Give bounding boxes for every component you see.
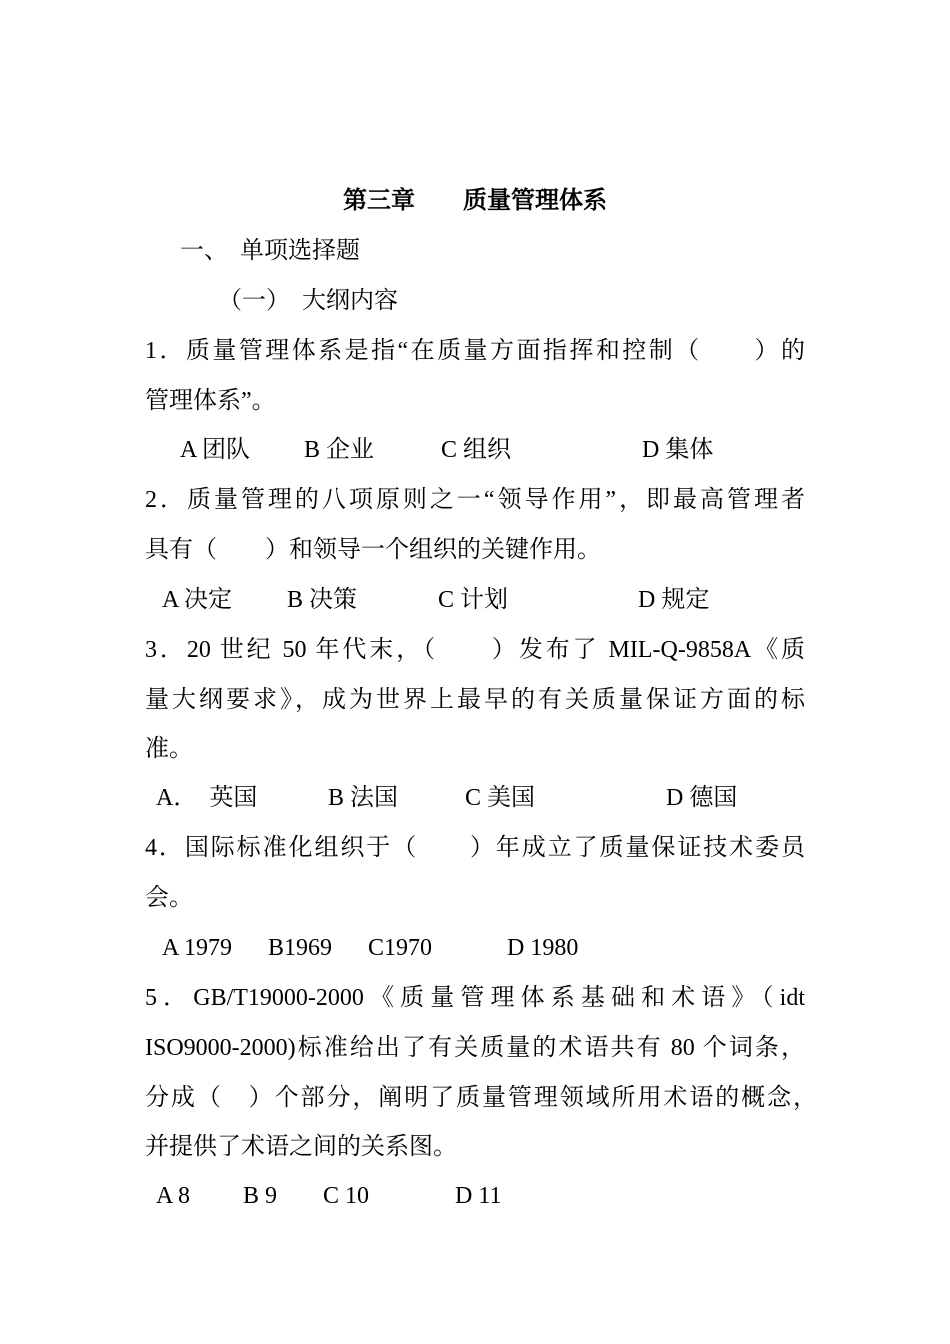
question-2-option-d: D 规定 [638, 587, 710, 613]
question-1-line-1: 1．质量管理体系是指“在质量方面指挥和控制（ ）的 [145, 338, 805, 364]
question-1-option-b: B 企业 [304, 437, 375, 463]
question-4-line-1: 4．国际标准化组织于（ ）年成立了质量保证技术委员 [145, 835, 805, 861]
question-4-option-b: B1969 [268, 935, 333, 961]
question-3-option-c: C 美国 [465, 785, 536, 811]
question-2-option-a: A 决定 [162, 587, 233, 613]
question-5-option-c: C 10 [323, 1183, 370, 1209]
question-3-line-2: 量大纲要求》，成为世界上最早的有关质量保证方面的标 [145, 687, 805, 713]
section-heading: 一、 单项选择题 [180, 238, 360, 264]
question-2-option-b: B 决策 [287, 587, 358, 613]
question-1-option-c: C 组织 [441, 437, 512, 463]
question-4-option-a: A 1979 [162, 935, 233, 961]
question-5-line-4: 并提供了术语之间的关系图。 [145, 1134, 457, 1160]
question-2-line-2: 具有（ ）和领导一个组织的关键作用。 [145, 537, 601, 563]
question-1-line-2: 管理体系”。 [145, 388, 276, 414]
question-3-line-3: 准。 [145, 736, 193, 762]
subsection-heading: （一） 大纲内容 [218, 288, 398, 314]
question-5-line-2: ISO9000-2000)标准给出了有关质量的术语共有 80 个词条， [145, 1035, 805, 1061]
question-4-line-2: 会。 [145, 885, 193, 911]
question-1-option-a: A 团队 [180, 437, 251, 463]
question-5-option-d: D 11 [455, 1183, 502, 1209]
question-3-option-b: B 法国 [328, 785, 399, 811]
question-5-line-3: 分成（ ）个部分，阐明了质量管理领域所用术语的概念， [145, 1085, 817, 1111]
question-5-option-b: B 9 [243, 1183, 278, 1209]
question-2-option-c: C 计划 [438, 587, 509, 613]
chapter-title: 第三章 质量管理体系 [343, 188, 607, 214]
question-4-option-c: C1970 [368, 935, 433, 961]
question-3-option-d: D 德国 [666, 785, 738, 811]
question-2-line-1: 2．质量管理的八项原则之一“领导作用”，即最高管理者 [145, 487, 805, 513]
question-3-option-a: A． 英国 [156, 785, 258, 811]
question-5-line-1: 5．GB/T19000-2000《质量管理体系基础和术语》（idt [145, 985, 805, 1011]
question-1-option-d: D 集体 [642, 437, 714, 463]
question-3-line-1: 3．20 世纪 50 年代末，（ ）发布了 MIL-Q-9858A《质 [145, 637, 805, 663]
question-4-option-d: D 1980 [507, 935, 579, 961]
question-5-option-a: A 8 [156, 1183, 191, 1209]
